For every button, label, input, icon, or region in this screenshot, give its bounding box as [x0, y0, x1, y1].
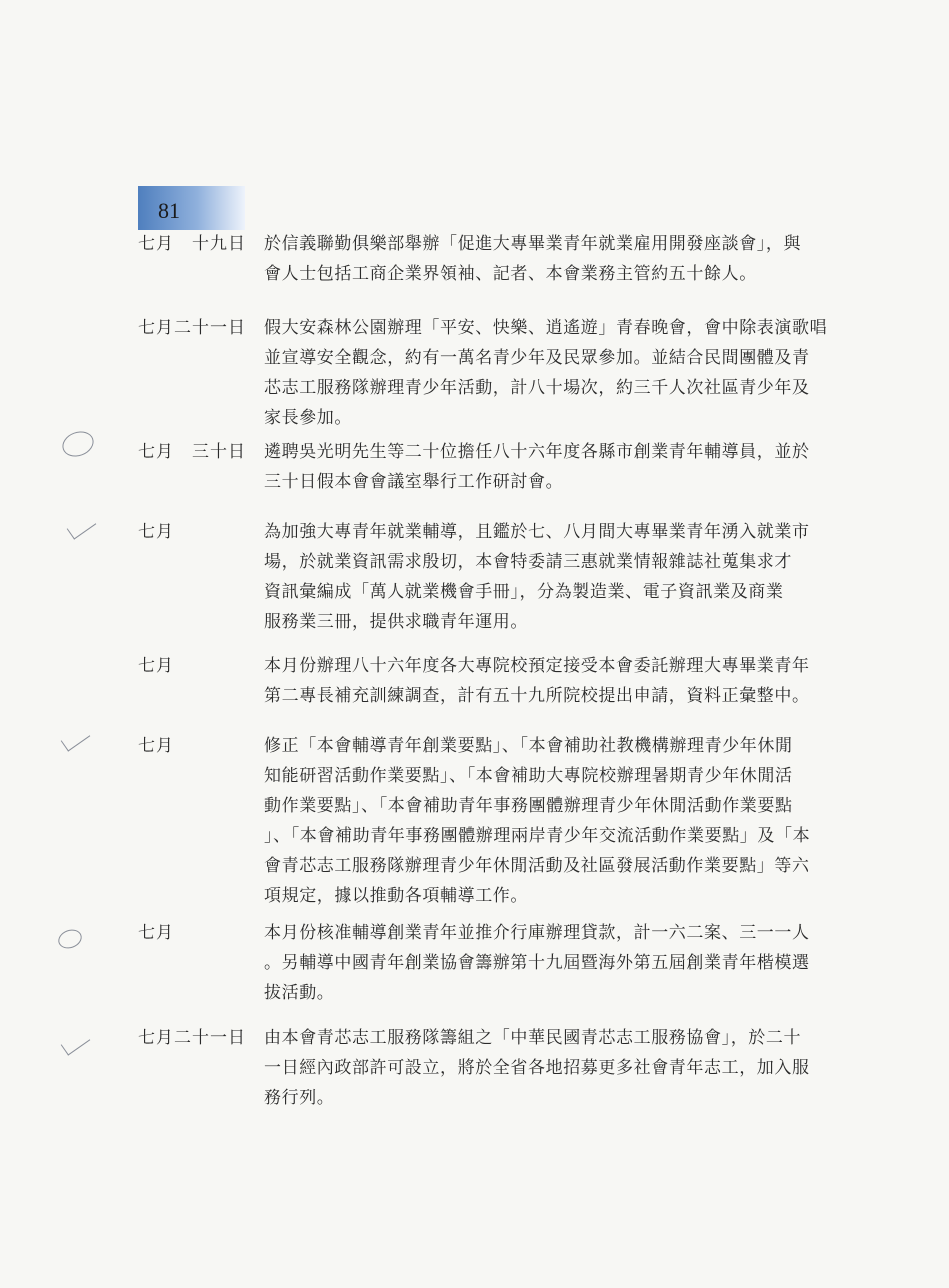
- entry-text-line: 項規定，據以推動各項輔導工作。: [264, 886, 528, 906]
- pencil-circle-mark: [59, 427, 97, 460]
- entry-text: [264, 1023, 830, 1113]
- entry-text-line: 家長參加。: [264, 408, 352, 428]
- entry-text-line: 資訊彙編成「萬人就業機會手冊」，分為製造業、電子資訊業及商業: [264, 582, 784, 602]
- entry-text: [264, 229, 830, 289]
- entry-text-line: 假大安森林公園辦理「平安、快樂、逍遙遊」青春晚會，會中除表演歌唱: [264, 318, 828, 338]
- entry-text-line: 拔活動。: [264, 983, 335, 1003]
- entry-text-line: 知能研習活動作業要點」、「本會補助大專院校辦理暑期青少年休閒活: [264, 766, 793, 786]
- entry-text-line: 並宣導安全觀念，約有一萬名青少年及民眾參加。並結合民間團體及青: [264, 348, 810, 368]
- pencil-check-mark: [67, 513, 97, 539]
- entry-text-line: 。另輔導中國青年創業協會籌辦第十九屆暨海外第五屆創業青年楷模選: [264, 953, 810, 973]
- entry-text-line: 由本會青芯志工服務隊籌組之「中華民國青芯志工服務協會」，於二十: [264, 1028, 802, 1048]
- entry-text-line: 會人士包括工商企業界領袖、記者、本會業務主管約五十餘人。: [264, 264, 757, 284]
- pencil-check-mark: [61, 1029, 91, 1055]
- entry-text-line: 遴聘吳光明先生等二十位擔任八十六年度各縣市創業青年輔導員，並於: [264, 442, 810, 462]
- entry-text-line: 會青芯志工服務隊辦理青少年休閒活動及社區發展活動作業要點」等六: [264, 856, 810, 876]
- entry-date: 七月: [138, 736, 174, 756]
- pencil-circle-mark: [56, 926, 85, 951]
- entry-text: [264, 437, 830, 497]
- entry-text-line: 動作業要點」、「本會補助青年事務團體辦理青少年休閒活動作業要點: [264, 796, 793, 816]
- page-number: 81: [158, 198, 180, 223]
- entry-text: [264, 918, 830, 1008]
- entry-text-line: 修正「本會輔導青年創業要點」、「本會補助社教機構辦理青少年休閒: [264, 736, 793, 756]
- entry-text-line: 」、「本會補助青年事務團體辦理兩岸青少年交流活動作業要點」及「本: [264, 826, 811, 846]
- entry-text-line: 本月份核准輔導創業青年並推介行庫辦理貸款，計一六二案、三一一人: [264, 923, 810, 943]
- entry-text-line: 一日經內政部許可設立，將於全省各地招募更多社會青年志工，加入服: [264, 1058, 810, 1078]
- entry-text: [264, 313, 830, 433]
- entry-date: 七月: [138, 522, 174, 542]
- entry-date: 七月: [138, 923, 174, 943]
- entry-date: 七月二十一日: [138, 1028, 246, 1048]
- entry-date: 七月 三十日: [138, 442, 246, 462]
- page-number-tab: [138, 186, 245, 230]
- entry-text-line: 場，於就業資訊需求殷切，本會特委請三惠就業情報雜誌社蒐集求才: [264, 552, 792, 572]
- entry-text-line: 於信義聯勤俱樂部舉辦「促進大專畢業青年就業雇用開發座談會」，與: [264, 234, 802, 254]
- entry-text-line: 第二專長補充訓練調查，計有五十九所院校提出申請，資料正彙整中。: [264, 686, 810, 706]
- entry-text-line: 為加強大專青年就業輔導，且鑑於七、八月間大專畢業青年湧入就業市: [264, 522, 810, 542]
- entry-text-line: 服務業三冊，提供求職青年運用。: [264, 612, 528, 632]
- entry-date: 七月二十一日: [138, 318, 246, 338]
- entry-text: [264, 731, 830, 911]
- entry-text: [264, 517, 830, 637]
- pencil-check-mark: [61, 725, 91, 751]
- entry-date: 七月 十九日: [138, 234, 246, 254]
- entry-text-line: 芯志工服務隊辦理青少年活動，計八十場次，約三千人次社區青少年及: [264, 378, 810, 398]
- entry-date: 七月: [138, 656, 174, 676]
- entry-text-line: 三十日假本會會議室舉行工作研討會。: [264, 472, 564, 492]
- entry-text: [264, 651, 830, 711]
- entry-text-line: 務行列。: [264, 1088, 335, 1108]
- entry-text-line: 本月份辦理八十六年度各大專院校預定接受本會委託辦理大專畢業青年: [264, 656, 810, 676]
